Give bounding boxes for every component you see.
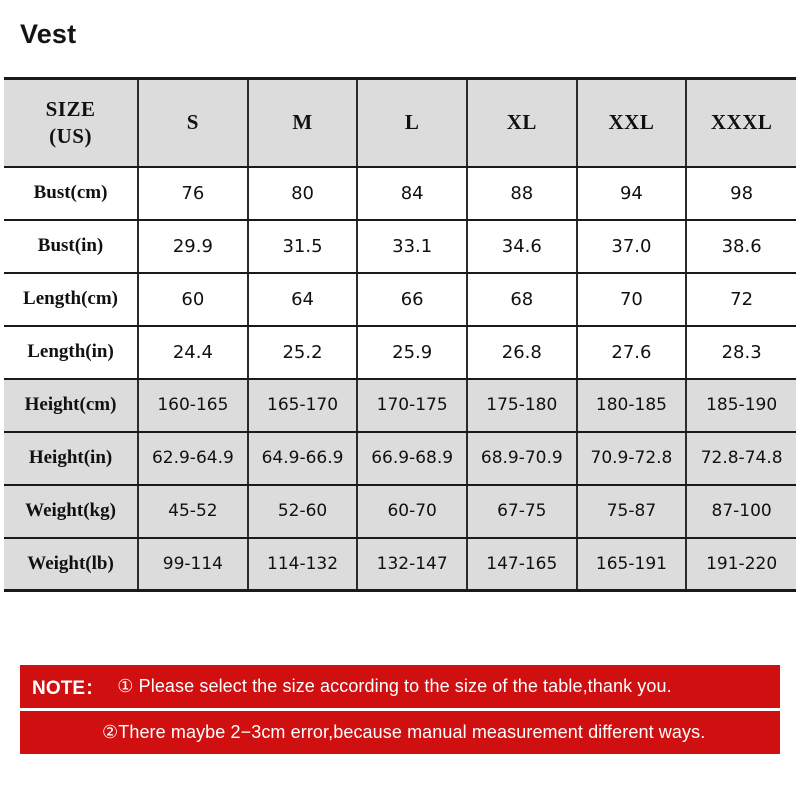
measurement-cell: 88 (467, 167, 577, 220)
size-column-header: XXXL (686, 79, 796, 167)
measurement-cell: 70 (577, 273, 687, 326)
measurement-cell: 38.6 (686, 220, 796, 273)
table-row (4, 538, 796, 591)
measurement-cell: 60 (138, 273, 248, 326)
measurement-cell: 52-60 (248, 485, 358, 538)
note-line-1 (20, 665, 780, 708)
table-row (4, 167, 796, 220)
measurement-cell: 45-52 (138, 485, 248, 538)
measurement-cell: 28.3 (686, 326, 796, 379)
size-column-header: M (248, 79, 358, 167)
size-header-cell (4, 79, 138, 167)
measurement-cell: 62.9-64.9 (138, 432, 248, 485)
measurement-cell: 180-185 (577, 379, 687, 432)
measurement-cell: 170-175 (357, 379, 467, 432)
page-title: Vest (20, 19, 77, 49)
measurement-cell: 80 (248, 167, 358, 220)
measurement-cell: 175-180 (467, 379, 577, 432)
measurement-cell: 25.9 (357, 326, 467, 379)
measurement-cell: 66 (357, 273, 467, 326)
table-row (4, 220, 796, 273)
table-row (4, 273, 796, 326)
measurement-cell: 191-220 (686, 538, 796, 591)
table-row (4, 326, 796, 379)
note-line-2 (20, 711, 780, 754)
note-label: NOTE： (32, 678, 105, 699)
table-row (4, 379, 796, 432)
size-column-header: XXL (577, 79, 687, 167)
measurement-cell: 66.9-68.9 (357, 432, 467, 485)
measurement-cell: 132-147 (357, 538, 467, 591)
note-text-2: ②There maybe 2−3cm error,because manual measurement different ways. (102, 722, 706, 742)
measurement-cell: 64.9-66.9 (248, 432, 358, 485)
size-column-header: L (357, 79, 467, 167)
measurement-cell: 24.4 (138, 326, 248, 379)
measurement-cell: 70.9-72.8 (577, 432, 687, 485)
measurement-cell: 87-100 (686, 485, 796, 538)
measurement-cell: 37.0 (577, 220, 687, 273)
measurement-cell: 31.5 (248, 220, 358, 273)
measurement-cell: 72.8-74.8 (686, 432, 796, 485)
measurement-cell: 160-165 (138, 379, 248, 432)
table-row (4, 432, 796, 485)
row-label: Weight(kg) (4, 485, 138, 538)
row-label: Weight(lb) (4, 538, 138, 591)
size-header-line1: SIZE (45, 96, 96, 121)
row-label: Bust(in) (4, 220, 138, 273)
measurement-cell: 29.9 (138, 220, 248, 273)
measurement-cell: 67-75 (467, 485, 577, 538)
measurement-cell: 33.1 (357, 220, 467, 273)
note-banner (20, 665, 780, 754)
measurement-cell: 72 (686, 273, 796, 326)
measurement-cell: 34.6 (467, 220, 577, 273)
size-header-line2: (US) (49, 123, 92, 148)
measurement-cell: 68 (467, 273, 577, 326)
measurement-cell: 68.9-70.9 (467, 432, 577, 485)
measurement-cell: 60-70 (357, 485, 467, 538)
measurement-cell: 75-87 (577, 485, 687, 538)
size-table-body (4, 79, 796, 591)
measurement-cell: 27.6 (577, 326, 687, 379)
measurement-cell: 185-190 (686, 379, 796, 432)
size-table (4, 77, 796, 592)
size-column-header: XL (467, 79, 577, 167)
measurement-cell: 26.8 (467, 326, 577, 379)
measurement-cell: 76 (138, 167, 248, 220)
note-text-1: ① Please select the size according to the size of the table,thank you. (117, 676, 672, 696)
measurement-cell: 94 (577, 167, 687, 220)
row-label: Length(cm) (4, 273, 138, 326)
measurement-cell: 25.2 (248, 326, 358, 379)
measurement-cell: 64 (248, 273, 358, 326)
measurement-cell: 165-191 (577, 538, 687, 591)
measurement-cell: 98 (686, 167, 796, 220)
size-table-container (4, 77, 796, 592)
table-header-row (4, 79, 796, 167)
measurement-cell: 114-132 (248, 538, 358, 591)
row-label: Bust(cm) (4, 167, 138, 220)
measurement-cell: 84 (357, 167, 467, 220)
row-label: Length(in) (4, 326, 138, 379)
measurement-cell: 165-170 (248, 379, 358, 432)
row-label: Height(cm) (4, 379, 138, 432)
measurement-cell: 99-114 (138, 538, 248, 591)
table-row (4, 485, 796, 538)
size-column-header: S (138, 79, 248, 167)
measurement-cell: 147-165 (467, 538, 577, 591)
row-label: Height(in) (4, 432, 138, 485)
